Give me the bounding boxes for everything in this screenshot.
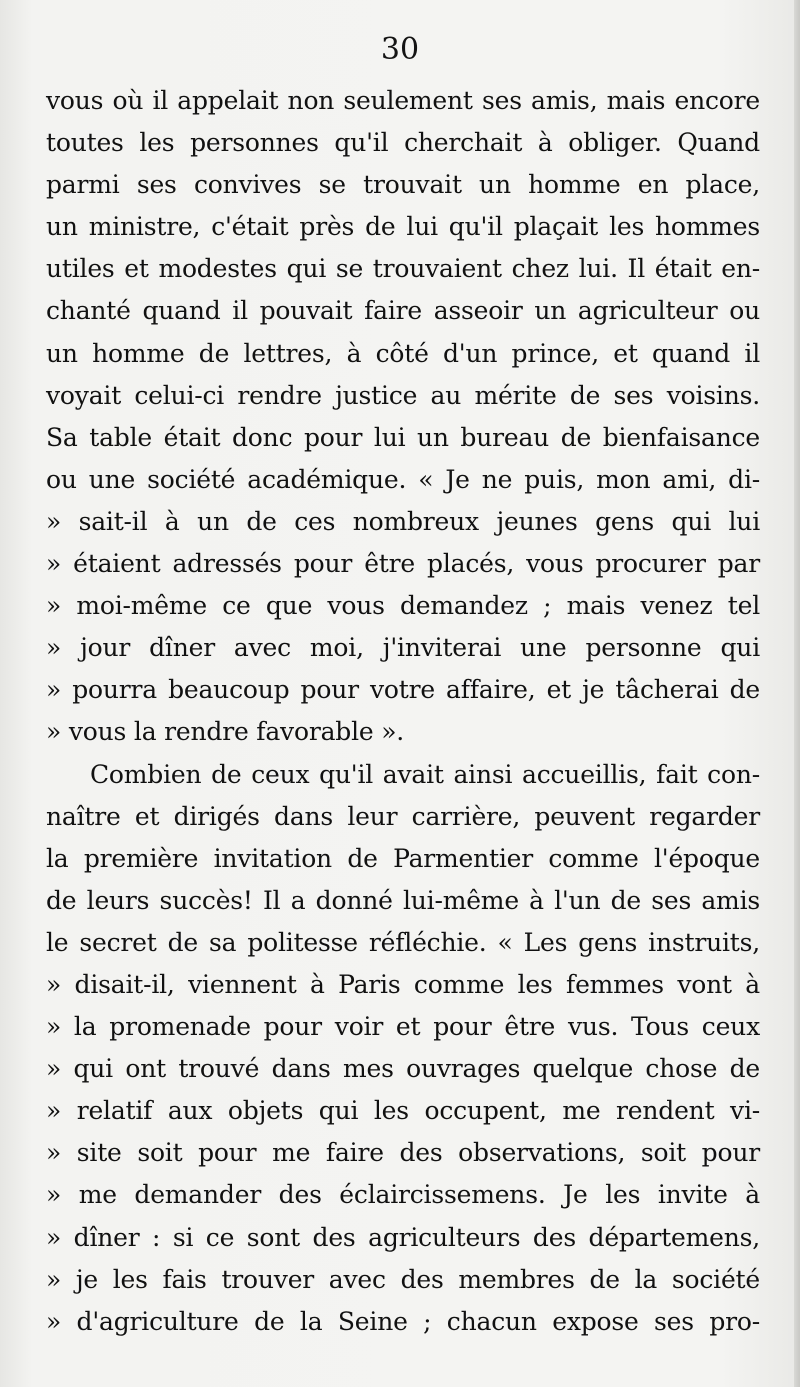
quoted-line: » vous la rendre favorable ». xyxy=(46,717,405,747)
text-line: toutes les personnes qu'il cherchait à obliger. Quand xyxy=(46,128,760,158)
quoted-line: » moi-même ce que vous demandez ; mais venez tel xyxy=(46,591,760,621)
text-line: voyait celui-ci rendre justice au mérite de ses voisins. xyxy=(46,380,760,410)
quoted-line: » étaient adressés pour être placés, vous procurer par xyxy=(46,549,760,579)
text-line: vous où il appelait non seulement ses amis, mais encore xyxy=(46,86,760,115)
quoted-line: » dîner : si ce sont des agriculteurs des départemens, xyxy=(46,1222,760,1252)
quoted-line: » site soit pour me faire des observations, soit pour xyxy=(46,1138,760,1168)
quoted-line: » je les fais trouver avec des membres de la société xyxy=(46,1264,760,1294)
quoted-line: » la promenade pour voir et pour être vus. Tous ceux xyxy=(46,1012,760,1042)
quoted-line: » qui ont trouvé dans mes ouvrages quelque chose de xyxy=(46,1054,760,1084)
quoted-line: » sait-il à un de ces nombreux jeunes gens qui lui xyxy=(46,506,760,536)
quoted-line: » jour dîner avec moi, j'inviterai une personne qui xyxy=(46,633,760,663)
quoted-line: » disait-il, viennent à Paris comme les femmes vont à xyxy=(46,969,760,999)
text-line: naître et dirigés dans leur carrière, peuvent regarder xyxy=(46,801,760,831)
text-line: ou une société académique. « Je ne puis, mon ami, di- xyxy=(46,464,760,494)
text-line: la première invitation de Parmentier comme l'époque xyxy=(46,843,760,873)
text-line: un ministre, c'était près de lui qu'il plaçait les hommes xyxy=(46,212,760,242)
quoted-line: » relatif aux objets qui les occupent, me rendent vi- xyxy=(46,1096,760,1126)
page-number: 30 xyxy=(380,32,420,67)
body-text xyxy=(46,80,760,1343)
quoted-line: » d'agriculture de la Seine ; chacun expose ses pro- xyxy=(46,1306,760,1336)
paragraph-start-line: Combien de ceux qu'il avait ainsi accueillis, fait con- xyxy=(90,759,760,789)
text-line: parmi ses convives se trouvait un homme en place, xyxy=(46,170,760,200)
page-edge xyxy=(794,0,800,1387)
text-line: le secret de sa politesse réfléchie. « Les gens instruits, xyxy=(46,927,760,957)
text-line: chanté quand il pouvait faire asseoir un agriculteur ou xyxy=(46,296,760,326)
text-line: Sa table était donc pour lui un bureau de bienfaisance xyxy=(46,422,760,452)
text-line: de leurs succès! Il a donné lui-même à l'un de ses amis xyxy=(46,885,760,915)
text-line: utiles et modestes qui se trouvaient chez lui. Il était en- xyxy=(46,254,760,284)
quoted-line: » pourra beaucoup pour votre affaire, et je tâcherai de xyxy=(46,675,760,705)
quoted-line: » me demander des éclaircissemens. Je les invite à xyxy=(46,1180,760,1210)
text-line: un homme de lettres, à côté d'un prince, et quand il xyxy=(46,338,760,368)
